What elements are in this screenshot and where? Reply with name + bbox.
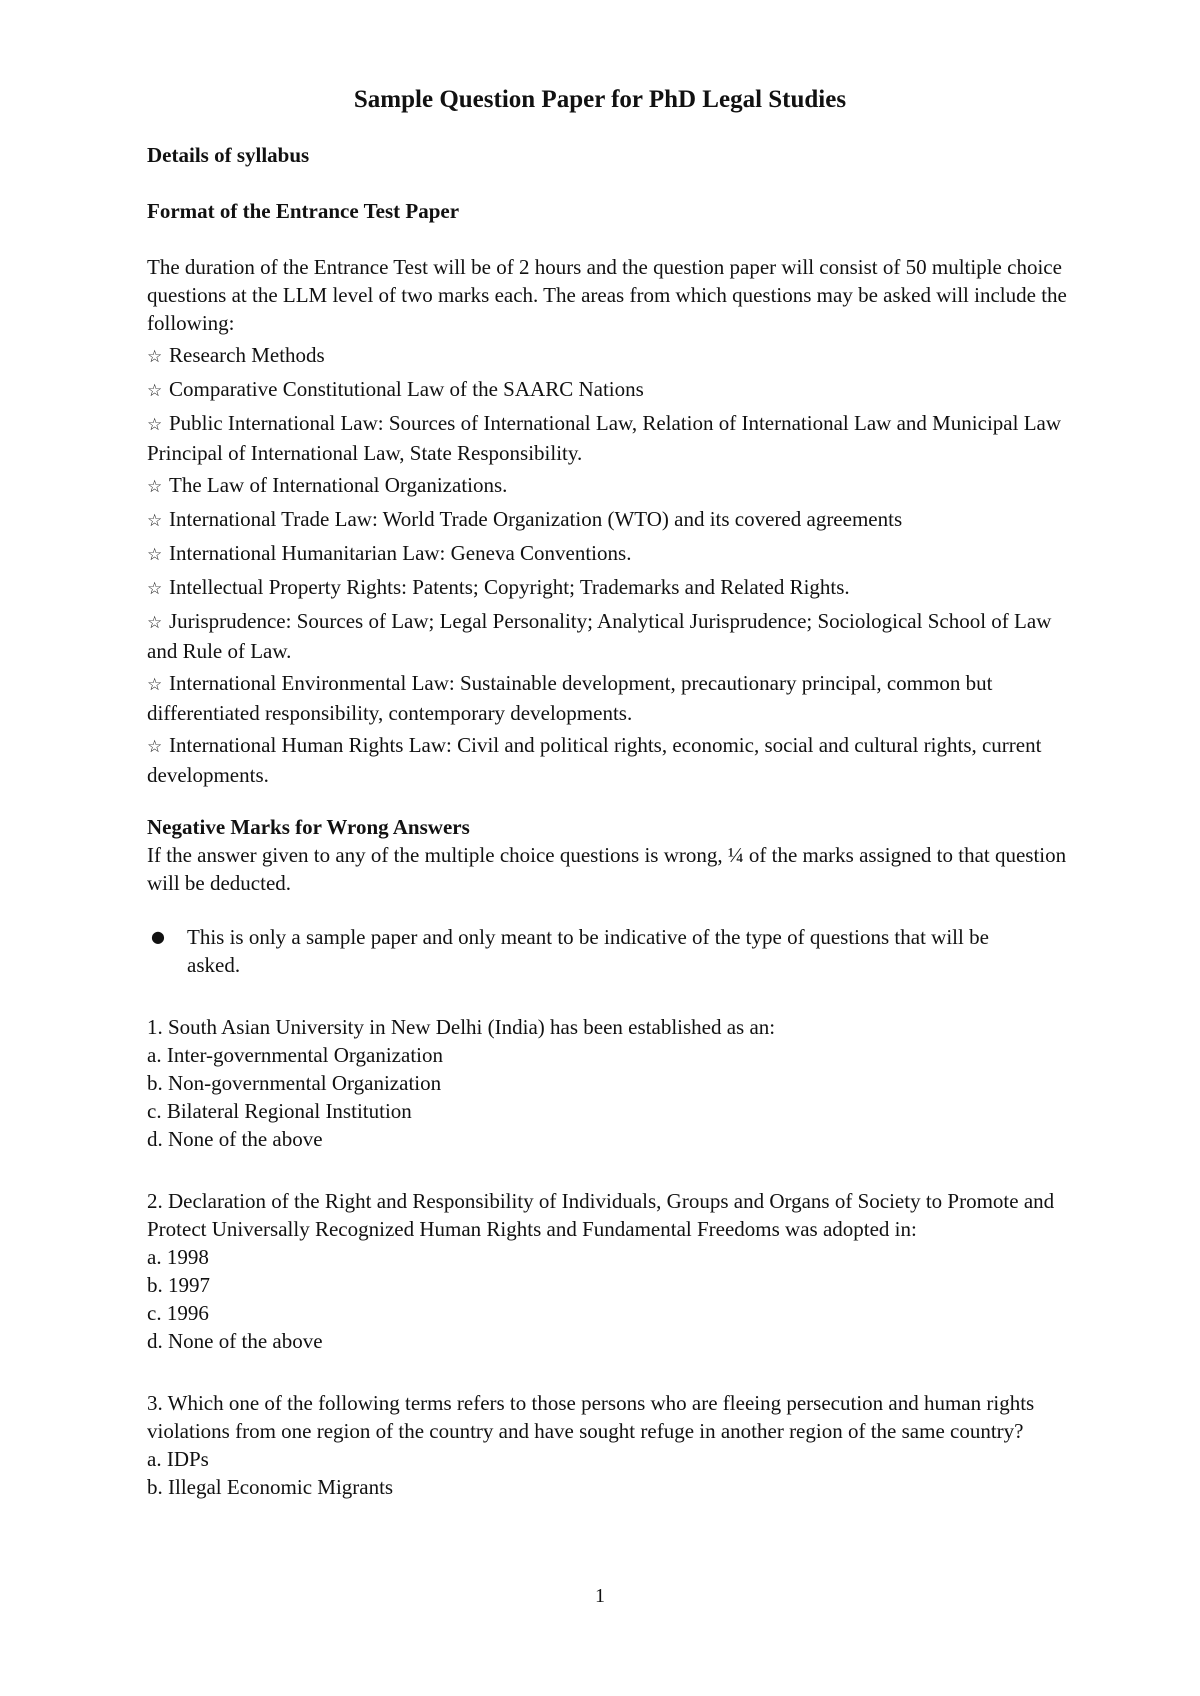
negative-marks-heading: Negative Marks for Wrong Answers	[147, 815, 470, 839]
negative-marks-text: If the answer given to any of the multiple choice questions is wrong, ¼ of the marks assigned to that question will be deducted.	[147, 843, 1067, 895]
option-c: c. 1996	[147, 1301, 209, 1325]
question-stem: 1. South Asian University in New Delhi (India) has been established as an:	[147, 1015, 776, 1039]
option-c: c. Bilateral Regional Institution	[147, 1099, 412, 1123]
format-heading: Format of the Entrance Test Paper	[147, 199, 460, 223]
option-a: a. IDPs	[147, 1447, 209, 1471]
option-d: d. None of the above	[147, 1329, 323, 1353]
star-icon: ☆	[147, 545, 163, 565]
page-number: 1	[595, 1585, 605, 1607]
topic-item	[147, 573, 1067, 603]
star-icon: ☆	[147, 415, 163, 435]
question-options	[147, 1041, 1067, 1153]
syllabus-heading: Details of syllabus	[147, 143, 310, 167]
star-icon: ☆	[147, 579, 163, 599]
intro-paragraph: The duration of the Entrance Test will be of 2 hours and the question paper will consist of 50 multiple choice questions at the LLM level of two marks each. The areas from which questions may be asked will include the following:	[147, 255, 1067, 335]
topic-text: Comparative Constitutional Law of the SAARC Nations	[169, 377, 644, 401]
sample-note	[147, 923, 1067, 979]
question-1	[147, 1013, 1067, 1153]
topic-item	[147, 669, 1067, 727]
question-stem: 3. Which one of the following terms refers to those persons who are fleeing persecution and human rights violations from one region of the country and have sought refuge in another region of the same country?	[147, 1391, 1035, 1443]
star-icon: ☆	[147, 613, 163, 633]
bullet-icon: ●	[151, 927, 165, 946]
topic-item	[147, 731, 1067, 789]
option-a: a. 1998	[147, 1245, 209, 1269]
question-3	[147, 1389, 1067, 1501]
star-icon: ☆	[147, 347, 163, 367]
document-title: Sample Question Paper for PhD Legal Studies	[353, 86, 847, 113]
topic-item	[147, 607, 1067, 665]
option-a: a. Inter-governmental Organization	[147, 1043, 443, 1067]
question-2	[147, 1187, 1067, 1355]
question-options	[147, 1445, 1067, 1501]
star-icon: ☆	[147, 511, 163, 531]
topic-text: International Trade Law: World Trade Organization (WTO) and its covered agreements	[169, 507, 903, 531]
option-b: b. Illegal Economic Migrants	[147, 1475, 394, 1499]
option-d: d. None of the above	[147, 1127, 323, 1151]
topic-text: The Law of International Organizations.	[169, 473, 508, 497]
topic-text: Intellectual Property Rights: Patents; Copyright; Trademarks and Related Rights.	[169, 575, 850, 599]
document-body	[147, 141, 1067, 1501]
star-icon: ☆	[147, 737, 163, 757]
topic-text: Public International Law: Sources of International Law, Relation of International Law and Municipal Law Principal of International Law, State Responsibility.	[147, 411, 1062, 465]
option-b: b. 1997	[147, 1273, 210, 1297]
topic-item	[147, 341, 1067, 371]
star-icon: ☆	[147, 477, 163, 497]
topic-text: International Human Rights Law: Civil and political rights, economic, social and cultural rights, current developments.	[147, 733, 1042, 787]
topic-text: International Humanitarian Law: Geneva Conventions.	[169, 541, 632, 565]
topic-item	[147, 471, 1067, 501]
question-options	[147, 1243, 1067, 1355]
sample-note-text: This is only a sample paper and only meant to be indicative of the type of questions that will be asked.	[187, 925, 989, 977]
topic-text: Research Methods	[169, 343, 325, 367]
star-icon: ☆	[147, 675, 163, 695]
topic-item	[147, 375, 1067, 405]
option-b: b. Non-governmental Organization	[147, 1071, 442, 1095]
topic-text: International Environmental Law: Sustainable development, precautionary principal, common but differentiated responsibility, contemporary developments.	[147, 671, 993, 725]
topic-item	[147, 505, 1067, 535]
topic-list	[147, 341, 1067, 789]
topic-item	[147, 409, 1067, 467]
question-stem: 2. Declaration of the Right and Responsibility of Individuals, Groups and Organs of Society to Promote and Protect Universally Recognized Human Rights and Fundamental Freedoms was adopted in:	[147, 1189, 1055, 1241]
topic-text: Jurisprudence: Sources of Law; Legal Personality; Analytical Jurisprudence; Sociological School of Law and Rule of Law.	[147, 609, 1052, 663]
star-icon: ☆	[147, 381, 163, 401]
topic-item	[147, 539, 1067, 569]
